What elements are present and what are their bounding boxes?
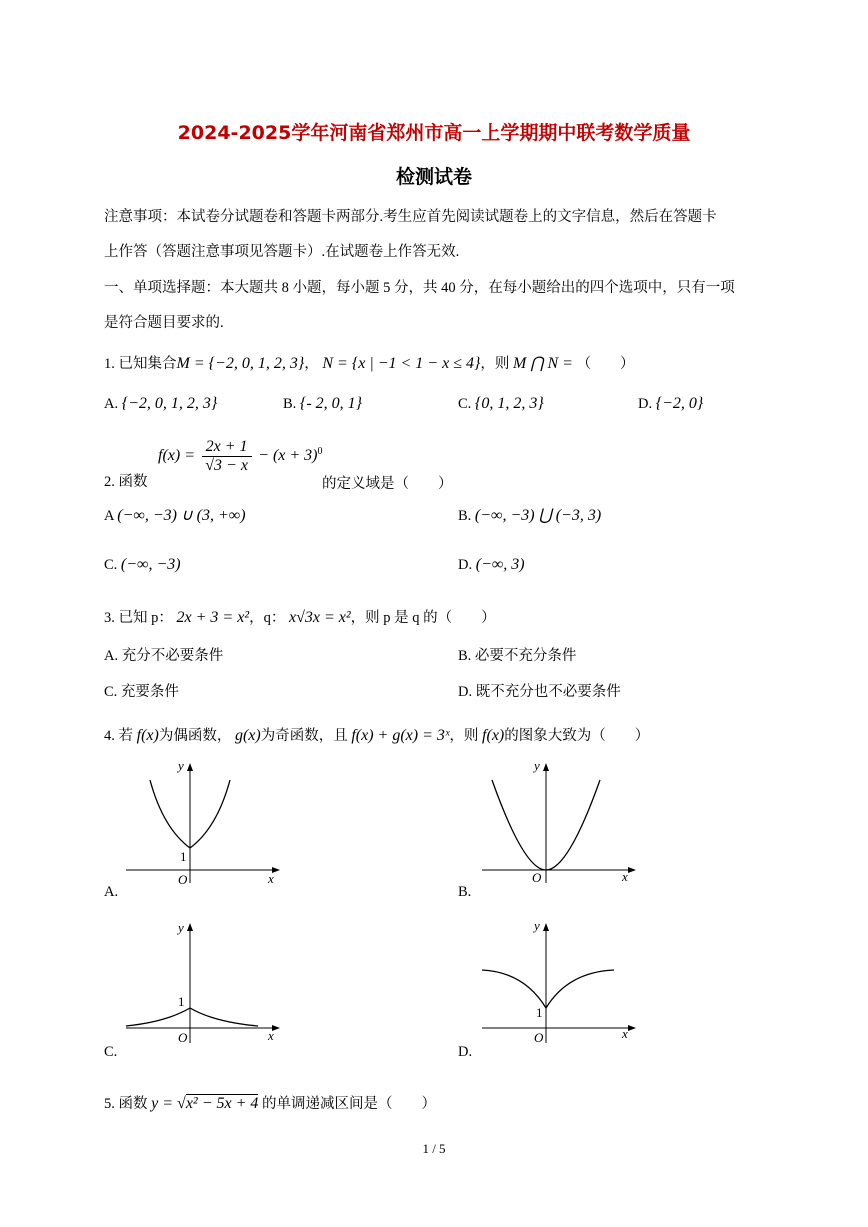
q3-option-c: C. 充要条件 — [104, 684, 179, 700]
intercept-label: 1 — [180, 849, 187, 864]
intercept-label: 1 — [536, 1005, 543, 1020]
y-axis-label: y — [534, 758, 540, 773]
q4-graph-a — [118, 758, 288, 888]
q2-option-a: A (−∞, −3) ∪ (3, +∞) — [104, 507, 246, 524]
q1-option-c: C. {0, 1, 2, 3} — [458, 395, 544, 412]
q2-option-c: C. (−∞, −3) — [104, 556, 181, 573]
y-axis-label: y — [178, 920, 184, 935]
q1-option-d: D. {−2, 0} — [638, 395, 704, 412]
q1-option-b: B. {- 2, 0, 1} — [283, 395, 363, 412]
origin-label: O — [178, 1030, 188, 1045]
x-axis-label: x — [622, 1026, 628, 1041]
question-2-formula: f(x) = $\frac{2x + 1}{√3 - x}$ − $(x + 3)^0$ — [158, 438, 323, 474]
q1-option-a: A. {−2, 0, 1, 2, 3} — [104, 395, 218, 412]
question-1-stem: 1. 已知集合M = {−2, 0, 1, 2, 3}， N = {x | −1 < 1 − x ≤ 4}，则 M ⋂ N = （ ） — [104, 355, 635, 372]
q4-graph-b — [474, 758, 644, 888]
q4-option-d-label: D. — [458, 1044, 473, 1060]
q2-option-b: B. (−∞, −3) ⋃ (−3, 3) — [458, 507, 602, 524]
question-4-stem: 4. 若 f(x)为偶函数， g(x)为奇函数，且 f(x) + g(x) = 3ˣ，则 f(x)的图象大致为（ ） — [104, 727, 650, 744]
q2-option-d: D. (−∞, 3) — [458, 556, 525, 573]
q4-option-a-label: A. — [104, 884, 119, 900]
q3-option-b: B. 必要不充分条件 — [458, 648, 577, 664]
y-axis-label: y — [534, 918, 540, 933]
q3-option-d: D. 既不充分也不必要条件 — [458, 684, 621, 700]
title-line-2: 检测试卷 — [395, 166, 472, 188]
question-2-suffix: 的定义域是（ ） — [322, 476, 453, 492]
section-heading-line-2: 是符合题目要求的. — [104, 315, 224, 331]
x-axis-label: x — [622, 869, 628, 884]
x-axis-label: x — [268, 1028, 274, 1043]
q4-graph-c — [118, 918, 288, 1048]
q4-option-c-label: C. — [104, 1044, 118, 1060]
notice-line-2: 上作答（答题注意事项见答题卡）.在试题卷上作答无效. — [104, 244, 460, 260]
q4-graph-d — [474, 918, 644, 1048]
question-2-number: 2. 函数 — [104, 474, 148, 490]
page-number: 1 / 5 — [422, 1141, 446, 1156]
q4-option-b-label: B. — [458, 884, 472, 900]
y-axis-label: y — [178, 758, 184, 773]
origin-label: O — [532, 870, 542, 885]
title-line-1: 2024-2025学年河南省郑州市高一上学期期中联考数学质量 — [177, 122, 691, 144]
intercept-label: 1 — [178, 994, 185, 1009]
q3-option-a: A. 充分不必要条件 — [104, 648, 224, 664]
question-3-stem: 3. 已知 p： 2x + 3 = x²，q： x√3x = x²，则 p 是 q 的（ ） — [104, 609, 496, 626]
section-heading-line-1: 一、单项选择题：本大题共 8 小题，每小题 5 分，共 40 分，在每小题给出的四个选项中，只有一项 — [104, 280, 735, 296]
question-5-stem: 5. 函数 y = √x² − 5x + 4 的单调递减区间是（ ） — [104, 1095, 437, 1112]
origin-label: O — [178, 872, 188, 887]
x-axis-label: x — [268, 871, 274, 886]
origin-label: O — [534, 1030, 544, 1045]
notice-line-1: 注意事项：本试卷分试题卷和答题卡两部分.考生应首先阅读试题卷上的文字信息，然后在答题卡 — [104, 209, 717, 225]
